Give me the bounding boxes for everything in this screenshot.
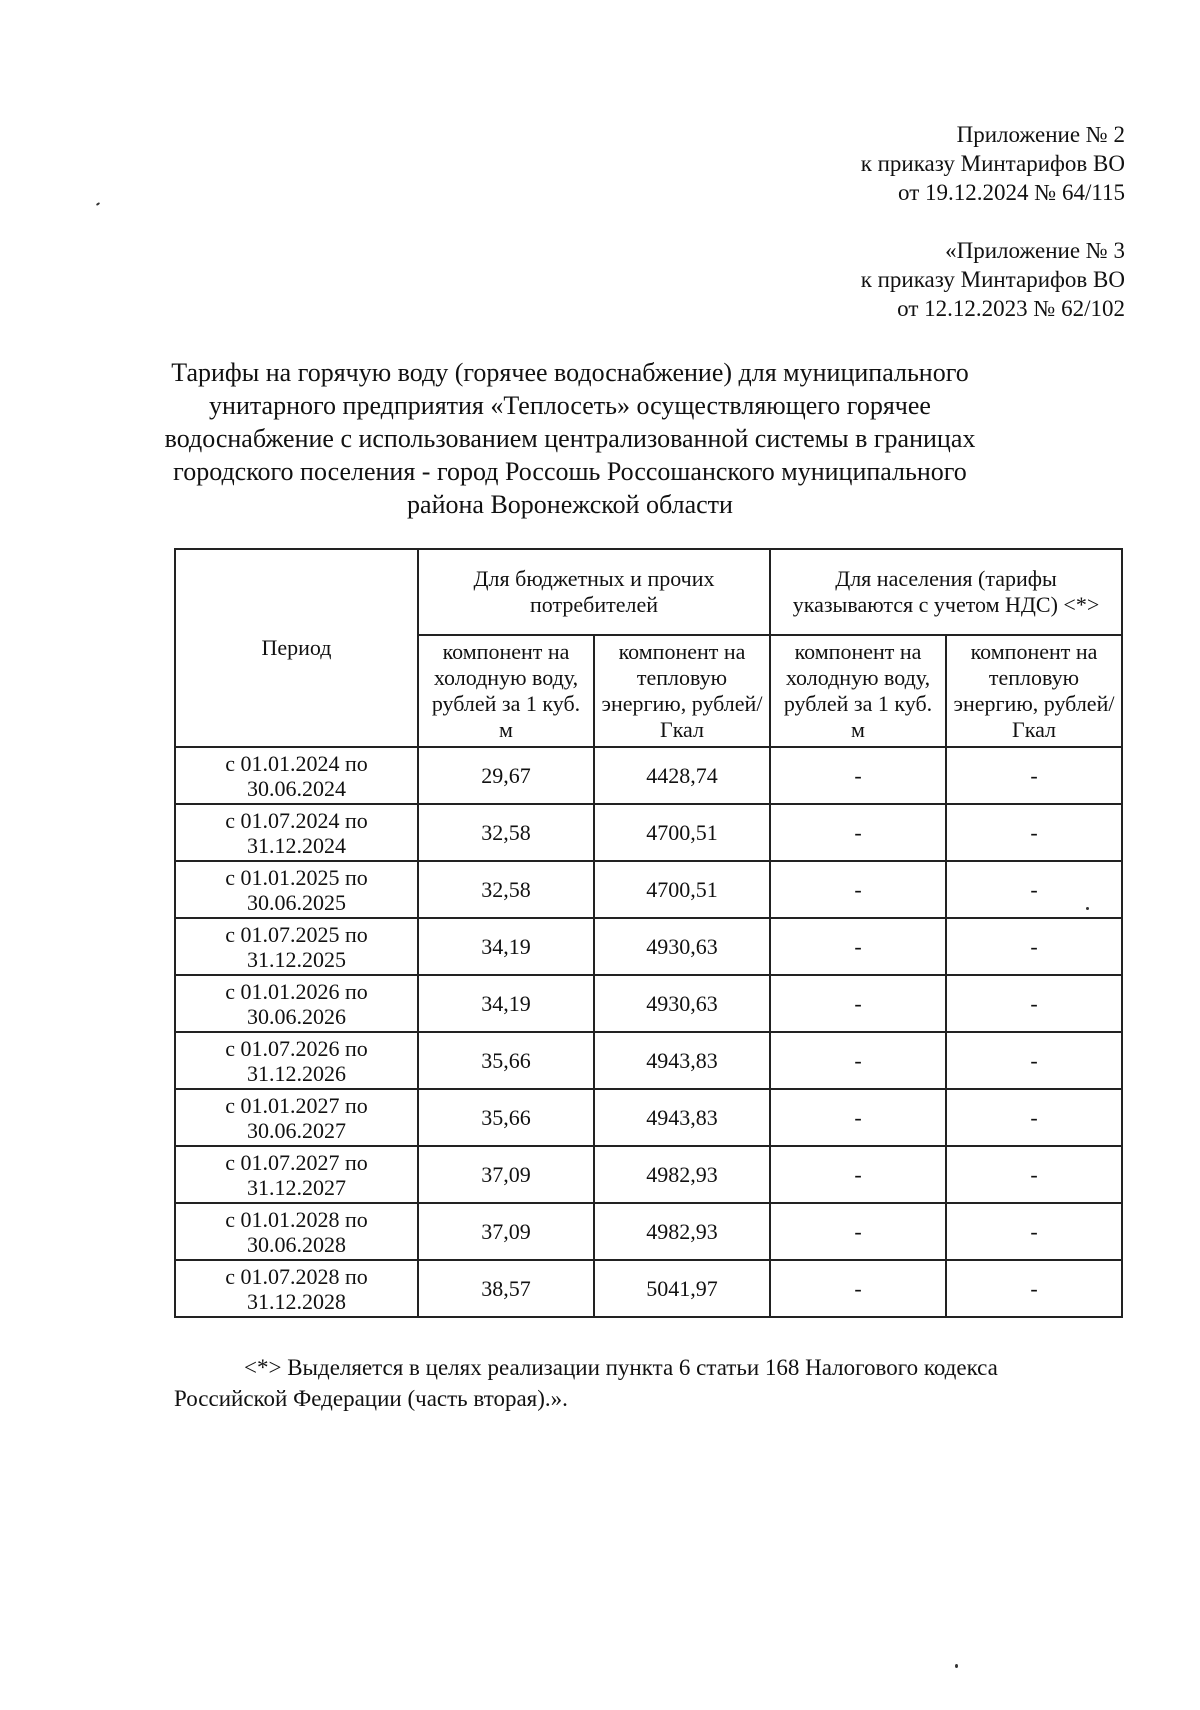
table-row	[175, 918, 1122, 975]
period-cell: с 01.07.2027 по 31.12.2027	[175, 1146, 418, 1203]
title-line: унитарного предприятия «Теплосеть» осуществляющего горячее	[209, 391, 931, 420]
cold-water-cell: 35,66	[418, 1089, 594, 1146]
table-row	[175, 747, 1122, 804]
population-heat-energy-cell: -	[946, 804, 1122, 861]
document-title	[150, 356, 990, 521]
original-appendix-order-ref: к приказу Минтарифов ВО	[860, 267, 1125, 292]
period-cell: с 01.07.2028 по 31.12.2028	[175, 1260, 418, 1317]
period-cell: с 01.01.2027 по 30.06.2027	[175, 1089, 418, 1146]
footnote-line: Российской Федерации (часть вторая).».	[174, 1386, 568, 1411]
tariff-table	[174, 548, 1123, 1318]
population-heat-energy-cell: -	[946, 747, 1122, 804]
table-row	[175, 1260, 1122, 1317]
population-cold-water-cell: -	[770, 975, 946, 1032]
heat-energy-cell: 4982,93	[594, 1203, 770, 1260]
population-header: Для населения (тарифы указываются с учетом НДС) <*>	[770, 549, 1122, 635]
period-cell: с 01.01.2026 по 30.06.2026	[175, 975, 418, 1032]
table-row	[175, 804, 1122, 861]
cold-water-cell: 35,66	[418, 1032, 594, 1089]
population-heat-energy-cell: -	[946, 1032, 1122, 1089]
cold-water-cell: 32,58	[418, 804, 594, 861]
period-cell: с 01.01.2025 по 30.06.2025	[175, 861, 418, 918]
population-heat-energy-cell: -	[946, 975, 1122, 1032]
cold-water-cell: 37,09	[418, 1203, 594, 1260]
heat-energy-cell: 4930,63	[594, 975, 770, 1032]
appendix-number: Приложение № 2	[956, 122, 1125, 147]
period-cell: с 01.01.2028 по 30.06.2028	[175, 1203, 418, 1260]
population-heat-energy-cell: -	[946, 1089, 1122, 1146]
population-cold-water-cell: -	[770, 804, 946, 861]
heat-energy-cell: 5041,97	[594, 1260, 770, 1317]
cold-water-cell: 37,09	[418, 1146, 594, 1203]
cold-water-cell: 38,57	[418, 1260, 594, 1317]
heat-energy-cell: 4943,83	[594, 1032, 770, 1089]
footnote-line: <*> Выделяется в целях реализации пункта 6 статьи 168 Налогового кодекса	[244, 1355, 998, 1380]
footnote	[174, 1352, 1121, 1414]
population-cold-water-cell: -	[770, 918, 946, 975]
population-cold-water-component-header: компонент на холодную воду, рублей за 1 куб. м	[770, 635, 946, 747]
population-cold-water-cell: -	[770, 1146, 946, 1203]
population-cold-water-cell: -	[770, 1203, 946, 1260]
heat-energy-cell: 4943,83	[594, 1089, 770, 1146]
appendix-header	[861, 120, 1125, 207]
population-cold-water-cell: -	[770, 861, 946, 918]
budget-consumers-header: Для бюджетных и прочих потребителей	[418, 549, 770, 635]
title-line: Тарифы на горячую воду (горячее водоснабжение) для муниципального	[171, 358, 969, 387]
original-appendix-header	[861, 236, 1125, 323]
table-row	[175, 1203, 1122, 1260]
period-cell: с 01.07.2025 по 31.12.2025	[175, 918, 418, 975]
table-row	[175, 1089, 1122, 1146]
population-cold-water-cell: -	[770, 747, 946, 804]
table-row	[175, 1032, 1122, 1089]
heat-energy-cell: 4930,63	[594, 918, 770, 975]
table-row	[175, 1146, 1122, 1203]
population-cold-water-cell: -	[770, 1032, 946, 1089]
heat-energy-component-header: компонент на тепловую энергию, рублей/Гкал	[594, 635, 770, 747]
title-line: городского поселения - город Россошь Россошанского муниципального	[173, 457, 967, 486]
appendix-order-date: от 19.12.2024 № 64/115	[898, 180, 1125, 205]
cold-water-cell: 32,58	[418, 861, 594, 918]
population-heat-energy-component-header: компонент на тепловую энергию, рублей/Гкал	[946, 635, 1122, 747]
period-header: Период	[175, 549, 418, 747]
table-row	[175, 861, 1122, 918]
population-heat-energy-cell: -	[946, 861, 1122, 918]
population-cold-water-cell: -	[770, 1260, 946, 1317]
scan-speck	[1086, 907, 1089, 910]
heat-energy-cell: 4982,93	[594, 1146, 770, 1203]
original-appendix-number: «Приложение № 3	[945, 238, 1125, 263]
cold-water-cell: 34,19	[418, 918, 594, 975]
heat-energy-cell: 4428,74	[594, 747, 770, 804]
cold-water-component-header: компонент на холодную воду, рублей за 1 куб. м	[418, 635, 594, 747]
title-line: водоснабжение с использованием централизованной системы в границах	[164, 424, 976, 453]
population-heat-energy-cell: -	[946, 1203, 1122, 1260]
cold-water-cell: 29,67	[418, 747, 594, 804]
table-row	[175, 975, 1122, 1032]
original-appendix-order-date: от 12.12.2023 № 62/102	[897, 296, 1125, 321]
period-cell: с 01.07.2024 по 31.12.2024	[175, 804, 418, 861]
population-heat-energy-cell: -	[946, 1146, 1122, 1203]
scan-speck	[955, 1664, 958, 1668]
appendix-order-ref: к приказу Минтарифов ВО	[860, 151, 1125, 176]
population-heat-energy-cell: -	[946, 1260, 1122, 1317]
population-cold-water-cell: -	[770, 1089, 946, 1146]
title-line: района Воронежской области	[407, 490, 733, 519]
heat-energy-cell: 4700,51	[594, 804, 770, 861]
heat-energy-cell: 4700,51	[594, 861, 770, 918]
scan-speck	[96, 202, 100, 206]
period-cell: с 01.07.2026 по 31.12.2026	[175, 1032, 418, 1089]
population-heat-energy-cell: -	[946, 918, 1122, 975]
cold-water-cell: 34,19	[418, 975, 594, 1032]
period-cell: с 01.01.2024 по 30.06.2024	[175, 747, 418, 804]
